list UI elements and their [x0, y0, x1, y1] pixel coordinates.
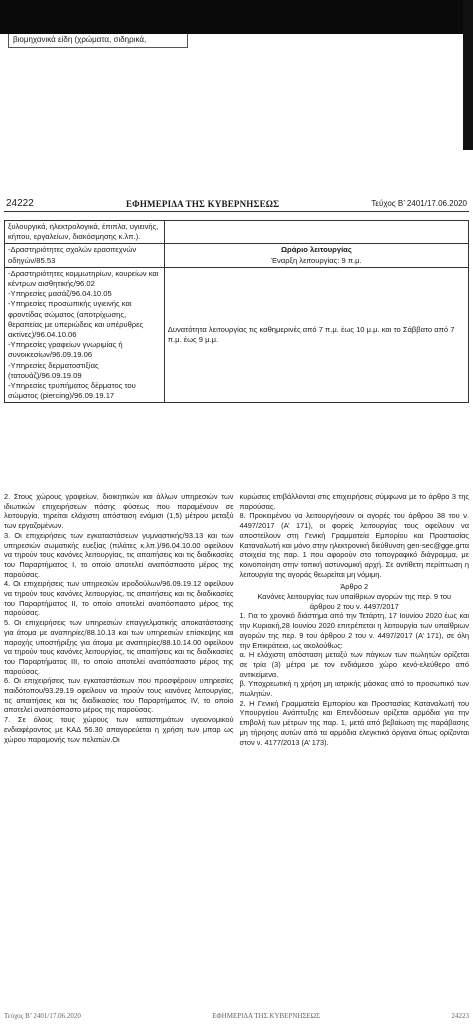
paragraph: 6. Οι επιχειρήσεις των εγκαταστάσεων που προσφέρουν υπηρεσίες παιδότοπου/93.29.19 οφείλουν να τηρούν τους κανόνες λειτουργίας, τις απαιτήσεις και τις διαδικασίες του Παραρτήματος ΙV, το οποίο αποτελεί αναπόσπαστο μέρος της παρούσας. — [4, 676, 234, 715]
list-item: -Υπηρεσίες δερματοστιξίας (τατουάζ)/96.09.19.09 — [8, 360, 99, 380]
article-subtitle: Κανόνες λειτουργίας των υπαίθριων αγορών της περ. 9 του άρθρου 2 του ν. 4497/2017 — [257, 592, 452, 611]
previous-page-fragment: βιομηχανικά είδη (χρώματα, σιδηρικά, — [8, 34, 188, 48]
activities-table — [4, 220, 469, 403]
table-row — [5, 244, 469, 267]
paragraph: β. Υποχρεωτική η χρήση μη ιατρικής μάσκας από το προσωπικό των πωλητών. — [239, 679, 469, 699]
left-column — [4, 492, 234, 747]
gazette-title: ΕΦΗΜΕΡΙΔΑ ΤΗΣ ΚΥΒΕΡΝΗΣΕΩΣ — [125, 198, 280, 209]
list-item: -Υπηρεσίες προσωπικής υγιεινής και φροντίδας σώματος (αποτρίχωσης, θεραπείας με υπεριώδεις και υπέρυθρες ακτίνες)/96.04.10.06 — [8, 299, 144, 340]
table-row — [5, 221, 469, 244]
table-cell: -Δραστηριότητες σχολών ερασιτεχνών οδηγών/85.53 — [5, 244, 165, 267]
list-item: -Υπηρεσίες γραφείων γνωριμίας ή συνοικεσίων/96.09.19.06 — [8, 340, 123, 360]
paragraph: κυρώσεις επιβάλλονται στις επιχειρήσεις σύμφωνα με το άρθρο 3 της παρούσας. — [239, 492, 469, 511]
list-item: -Υπηρεσίες τρυπήματος δέρματος του σώματος (piercing)/96.09.19.17 — [8, 381, 136, 401]
paragraph: 1. Για το χρονικό διάστημα από την Τετάρτη, 17 Ιουνίου 2020 έως και την Κυριακή,28 Ιουνίου 2020 επιτρέπεται η λειτουργία των υπαίθριων αγορών της περ. 9 του άρθρου 2 του ν. 4497/2017 (Α’ 171), σε όλη την Επικράτεια, ως ακολούθως: — [239, 611, 469, 650]
paragraph: 7. Σε όλους τους χώρους των καταστημάτων υγειονομικού ενδιαφέροντος με ΚΑΔ 56.30 απαγορεύεται η χρήση των μπαρ ως χώρου παραμονής των πελατών.Οι — [4, 715, 234, 744]
next-page-header — [4, 1012, 469, 1020]
hours-title: Ωράριο λειτουργίας — [280, 245, 352, 255]
top-dark-band — [0, 0, 473, 34]
article-title: Άρθρο 2 — [340, 582, 369, 592]
hours-detail-cell: Δυνατότητα λειτουργίας τις καθημερινές από 7 π.μ. έως 10 μ.μ. και το Σάββατο από 7 π.μ. έως 9 μ.μ. — [164, 267, 468, 403]
right-dark-edge — [463, 0, 473, 150]
page-number: 24222 — [6, 198, 34, 209]
paragraph: 5. Οι επιχειρήσεις των υπηρεσιών επαγγελματικής αποκατάστασης για άτομα με αναπηρίες/88.10.13 και των υπηρεσιών επίσκεψης και παροχής υποστήριξης για άτομα με αναπηρίες/88.10.14.00 οφείλουν να τηρούν τους κανόνες λειτουργίας, τις απαιτήσεις και τις διαδικασίες του Παραρτήματος ΙΙΙ, το οποίο αποτελεί αναπόσπαστο μέρος της παρούσας. — [4, 618, 234, 676]
paragraph: 8. Προκειμένου να λειτουργήσουν οι αγορές του άρθρου 38 του ν. 4497/2017 (Α’ 171), οι φορείς λειτουργίας τους οφείλουν να αποστείλουν στη Γενική Γραμματεία Εμπορίου και Προστασίας Καταναλωτή και μόνο στην ηλεκτρονική διεύθυνση gen-sec@gge.grτα στοιχεία της παρ. 1 που αφορούν στο τοπογραφικό διάγραμμα, με κοινοποίηση στην τοπική αστυνομική αρχή. Σε αντίθετη περίπτωση η λειτουργία της αγοράς θεωρείται μη νόμιμη. — [239, 511, 469, 579]
next-page-number: 24223 — [451, 1012, 469, 1020]
table-cell: ξυλουργικά, ηλεκτρολογικά, έπιπλα, υγιεινής, κήπου, εργαλείων, διακόσμησης κ.λπ.). — [5, 221, 165, 244]
body-columns — [4, 492, 469, 747]
hours-cell — [164, 244, 468, 267]
page-header — [4, 198, 469, 212]
right-column — [240, 492, 470, 747]
paragraph: α. Η ελάχιστη απόσταση μεταξύ των πάγκων των πωλητών ορίζεται σε τρία (3) μέτρα με τον ενδιάμεσο χώρο κενό-ελεύθερο από αντικείμενα. — [239, 650, 469, 679]
table-row — [5, 267, 469, 403]
list-item: -Δραστηριότητες κομμωτηρίων, κουρείων και κέντρων αισθητικής/96.02 — [8, 268, 159, 289]
next-page-issue: Τεύχος Β’ 2401/17.06.2020 — [4, 1012, 81, 1020]
paragraph: 2. Η Γενική Γραμματεία Εμπορίου και Προστασίας Καταναλωτή του Υπουργείου Ανάπτυξης και Επενδύσεων ορίζεται αρμόδια για την επιβολή των μέτρων της παρ. 1, μετά από βεβαίωση της παράβασης μη τήρησης αυτών από τα αρμόδια ελεγκτικά όργανα όπως ορίζονται στον ν. 4177/2013 (Α’ 173). — [239, 698, 469, 747]
paragraph: 2. Στους χώρους γραφείων, διοικητικών και άλλων υπηρεσιών των ιδιωτικών επιχειρήσεων πάσης φύσεως που παραμένουν σε λειτουργία, τηρείται ελάχιστη απόσταση ενάμισι (1,5) μέτρου μεταξύ των εργαζομένων. — [4, 492, 234, 531]
paragraph: 3. Οι επιχειρήσεις των εγκαταστάσεων γυμναστικής/93.13 και των υπηρεσιών σωματικής ευεξίας (πιλάτες κ.λπ.)/96.04.10.00 οφείλουν να τηρούν τους κανόνες λειτουργίας, τις απαιτήσεις και τις διαδικασίες του Παραρτήματος Ι, το οποίο αποτελεί αναπόσπαστο μέρος της παρούσας. — [4, 530, 234, 579]
activities-list-cell — [5, 267, 165, 403]
paragraph: 4. Οι επιχειρήσεις των υπηρεσιών ιεροδούλων/96.09.19.12 οφείλουν να τηρούν τους κανόνες λειτουργίας, τις απαιτήσεις και τις διαδικασίες του Παραρτήματος ΙΙ, το οποίο αποτελεί αναπόσπαστο μέρος της παρούσας. — [4, 579, 234, 618]
issue-label: Τεύχος Β’ 2401/17.06.2020 — [371, 199, 467, 208]
table-cell-empty — [164, 221, 468, 244]
list-item: -Υπηρεσίες μασάζ/96.04.10.05 — [8, 289, 112, 299]
next-page-gazette-title: ΕΦΗΜΕΡΙΔΑ ΤΗΣ ΚΥΒΕΡΝΗΣΕΩΣ — [212, 1012, 321, 1020]
hours-start: Έναρξη λειτουργίας: 9 π.μ. — [271, 255, 362, 265]
